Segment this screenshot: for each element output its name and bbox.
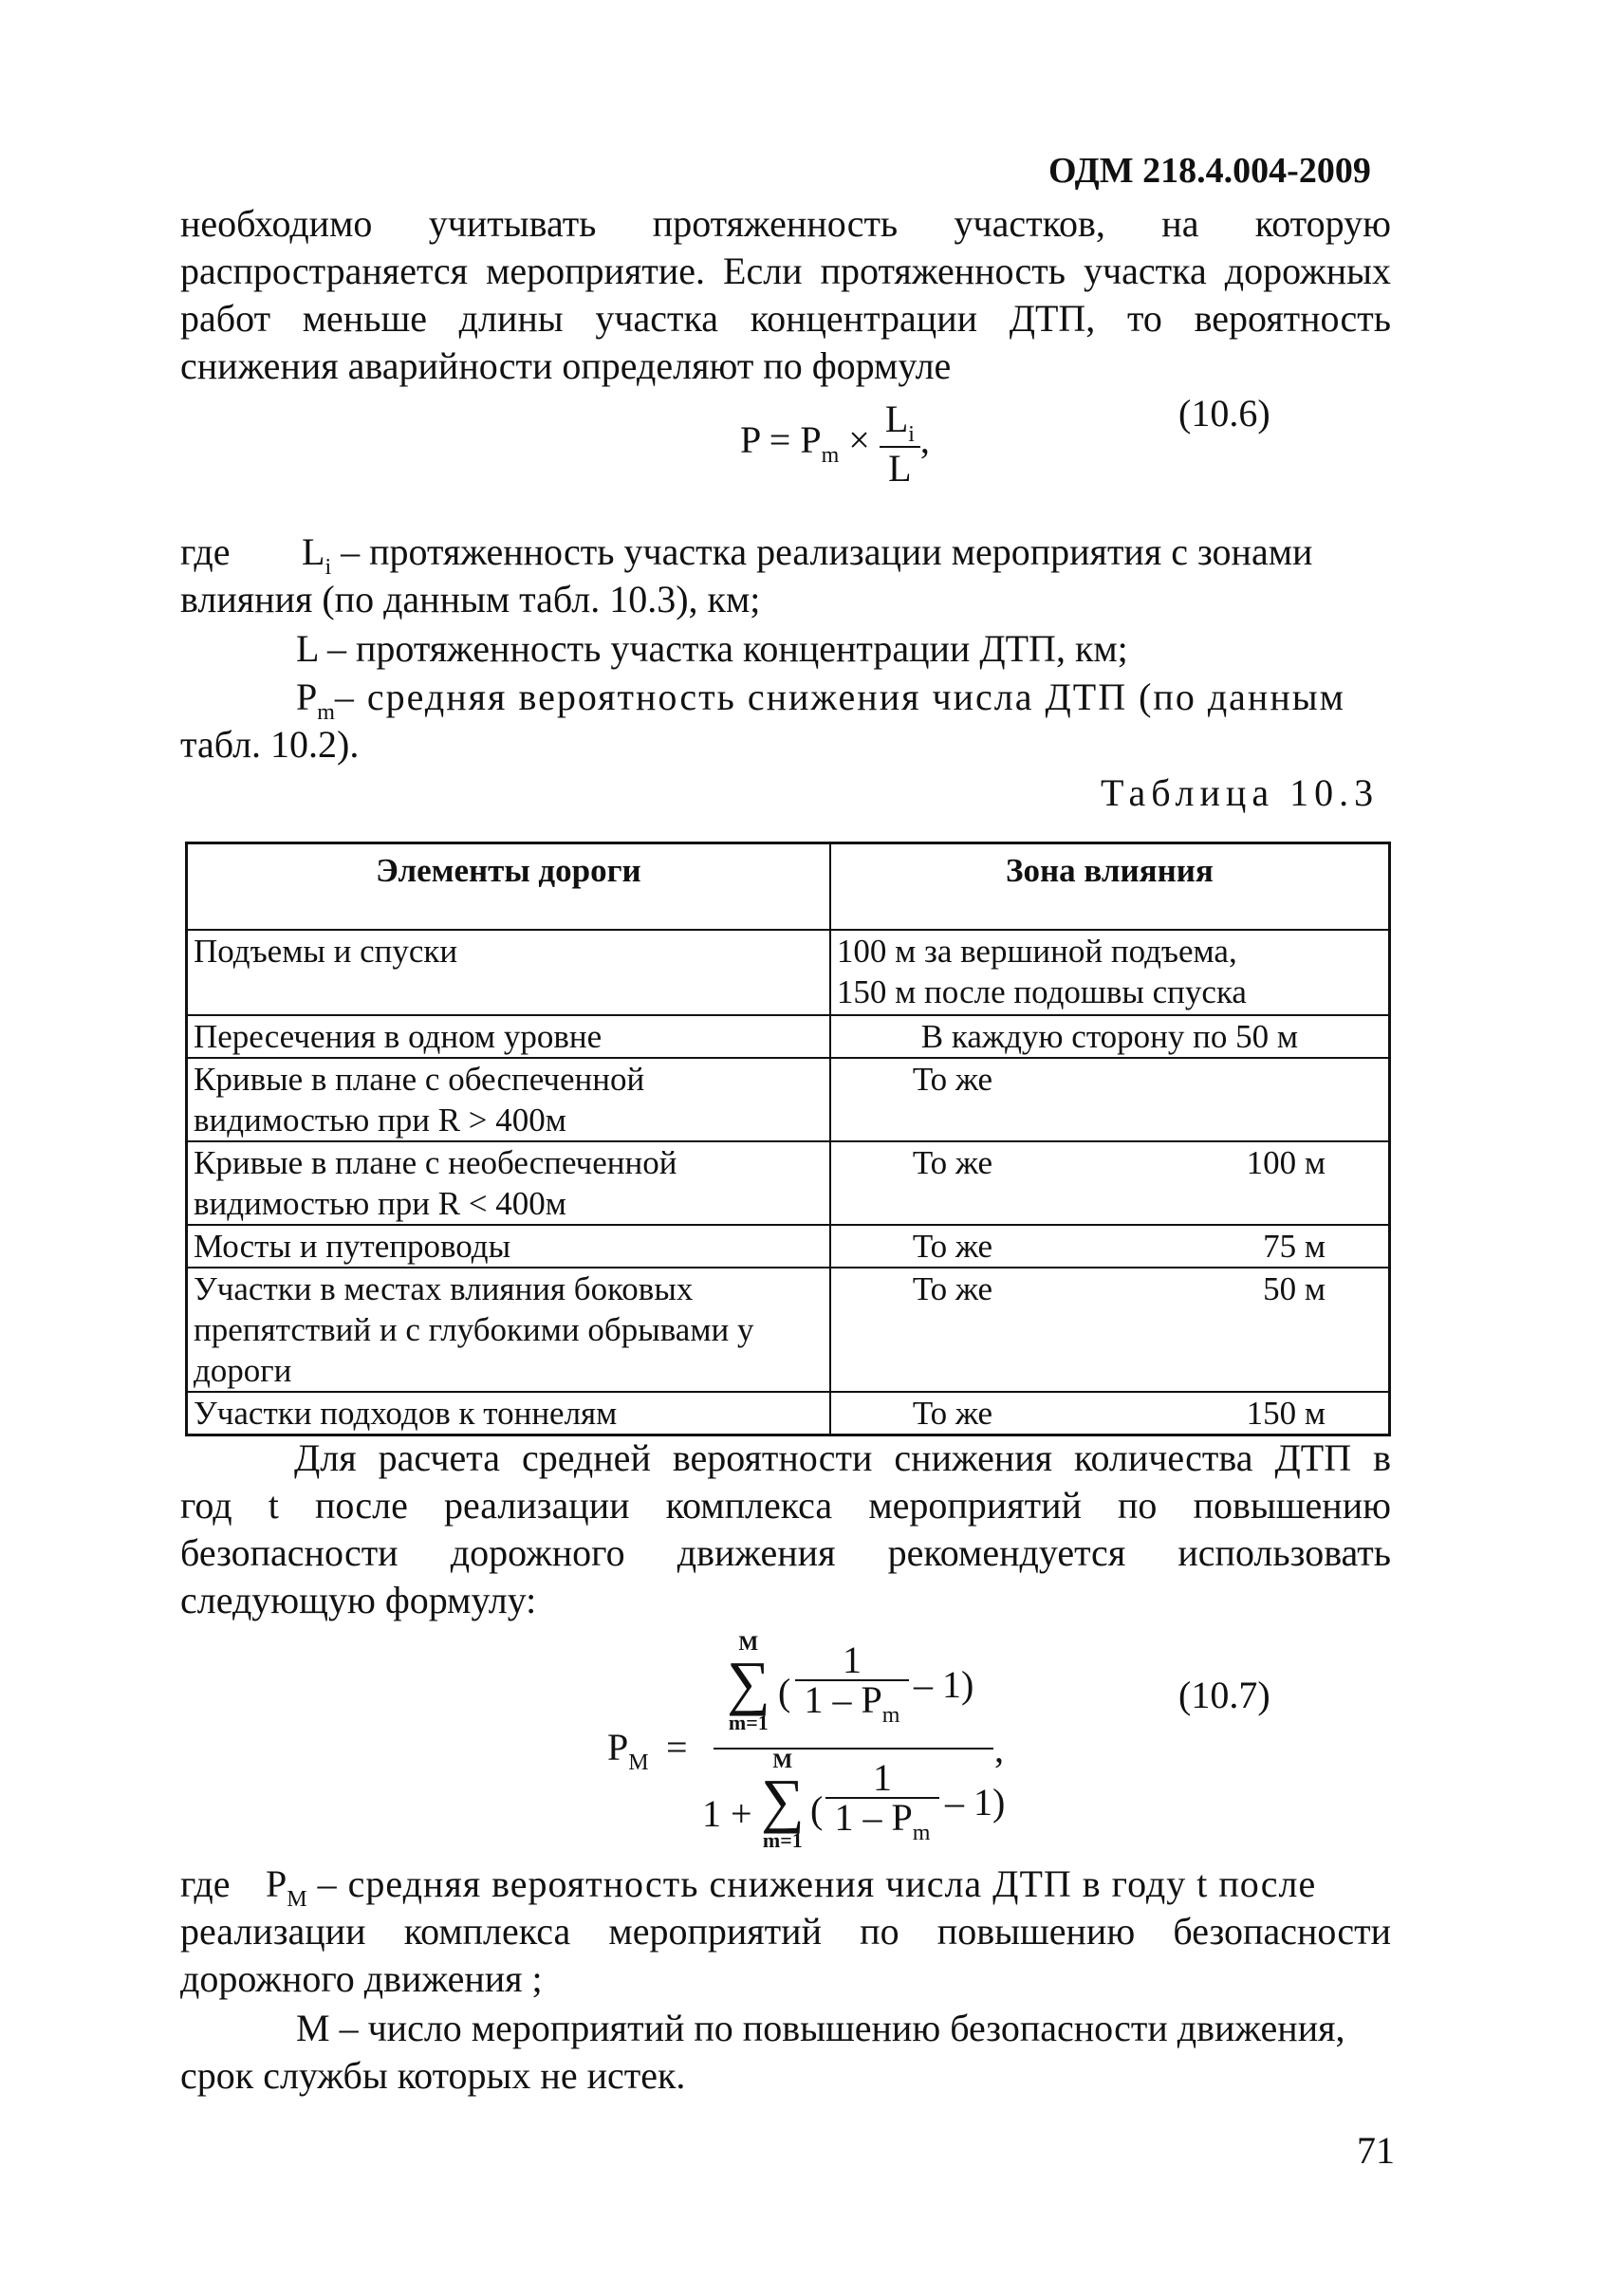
formula-10-6-comma: , <box>919 418 930 462</box>
formula-10-7-lhs-sub: M <box>628 1750 649 1775</box>
def-pm-text: – средняя вероятность снижения числа ДТП (по данным <box>334 676 1345 718</box>
formula-10-7-comma: , <box>994 1728 1004 1770</box>
table-cell-element <box>187 1392 830 1435</box>
sum-symbol: ∑ <box>761 1767 805 1834</box>
para2-line-3: безопасности дорожного движения рекомендуется использовать <box>180 1531 1391 1574</box>
table-cell-element <box>187 1141 830 1225</box>
sum-lower-limit: m=1 <box>728 1711 769 1734</box>
minus-one: – 1) <box>945 1781 1006 1824</box>
inner-denominator-sub: m <box>912 1821 931 1845</box>
table-header-elements: Элементы дороги <box>187 843 830 931</box>
formula-10-6-times: × <box>848 418 870 462</box>
para1-line-3: работ меньше длины участка концентрации ДТП, то вероятность <box>180 297 1391 340</box>
table-cell-zone <box>830 1268 1390 1392</box>
table-cell-zone <box>830 930 1390 1015</box>
table-cell-zone <box>830 1141 1390 1225</box>
sum-upper-limit: M <box>738 1631 759 1655</box>
sum-symbol: ∑ <box>727 1649 770 1716</box>
cell-text: видимостью при R < 400м <box>194 1185 566 1222</box>
inner-denominator: 1 – P <box>834 1796 913 1839</box>
where-label-1: где <box>180 530 231 573</box>
where-label-2: где <box>180 1862 231 1905</box>
def-li <box>302 528 1391 582</box>
formula-10-7-denominator <box>702 1750 1006 1854</box>
table-caption: Таблица 10.3 <box>1101 771 1380 814</box>
formula-10-6 <box>740 398 930 490</box>
cell-text: Мосты и путепроводы <box>194 1228 511 1265</box>
def-l: L – протяженность участка концентрации ДТП, км; <box>296 627 1128 670</box>
cell-distance: 100 м <box>1246 1144 1326 1181</box>
table-cell-zone <box>830 1225 1390 1268</box>
def-pm-total-symbol: P <box>266 1862 287 1905</box>
formula-10-6-denominator: L <box>888 447 912 490</box>
table-row <box>187 1141 1390 1225</box>
para1-line-4: снижения аварийности определяют по формуле <box>180 344 952 387</box>
def-m: М – число мероприятий по повышению безопасности движения, <box>296 2007 1345 2049</box>
cell-text: Кривые в плане с обеспеченной <box>194 1061 645 1098</box>
def-li-symbol: L <box>302 530 325 573</box>
table-cell-element <box>187 1058 830 1141</box>
inner-denominator: 1 – P <box>804 1678 882 1721</box>
formula-10-7 <box>607 1632 1006 1850</box>
table-cell-element <box>187 1225 830 1268</box>
cell-distance: 75 м <box>1263 1228 1326 1265</box>
page-number: 71 <box>1357 2129 1395 2172</box>
cell-text: Участки в местах влияния боковых <box>194 1270 694 1307</box>
sum-lower-limit: m=1 <box>762 1828 803 1852</box>
para2-line-4: следующую формулу: <box>180 1579 537 1621</box>
cell-text: То же <box>912 1228 993 1265</box>
def-pm-sub: m <box>317 700 335 725</box>
open-paren: ( <box>810 1788 824 1831</box>
inner-numerator: 1 <box>825 1759 939 1799</box>
formula-10-6-lhs: P = P <box>740 418 822 462</box>
one-plus: 1 + <box>702 1792 752 1835</box>
table-cell-zone <box>830 1392 1390 1435</box>
cell-text: 150 м после подошвы спуска <box>836 973 1247 1010</box>
formula-10-6-number: (10.6) <box>1178 392 1270 435</box>
table-row <box>187 1015 1390 1058</box>
table-header-row <box>187 843 1390 931</box>
def-li-continued: влияния (по данным табл. 10.3), км; <box>180 578 761 620</box>
formula-10-7-equals: = <box>666 1726 688 1768</box>
cell-text: Пересечения в одном уровне <box>194 1018 603 1055</box>
def-m-continued: срок службы которых не истек. <box>180 2054 686 2097</box>
cell-distance: 150 м <box>1246 1395 1326 1432</box>
formula-10-6-numerator: L <box>884 398 909 440</box>
para1-line-1: необходимо учитывать протяженность участков, на которую <box>180 202 1391 245</box>
cell-text: То же <box>912 1144 993 1181</box>
table-row <box>187 1392 1390 1435</box>
def-pm-total-sub: M <box>287 1887 307 1912</box>
def-pm-total-continued-2: дорожного движения ; <box>180 1957 543 2000</box>
cell-text: 100 м за вершиной подъема, <box>836 933 1237 970</box>
table-row <box>187 930 1390 1015</box>
table-row <box>187 1058 1390 1141</box>
table-row <box>187 1268 1390 1392</box>
inner-numerator: 1 <box>795 1641 909 1681</box>
cell-distance: 50 м <box>1263 1270 1326 1307</box>
table-10-3 <box>185 842 1391 1436</box>
def-pm-continued: табл. 10.2). <box>180 723 360 766</box>
formula-10-6-lhs-sub: m <box>821 443 840 469</box>
cell-text: То же <box>912 1395 993 1432</box>
cell-text: Участки подходов к тоннелям <box>194 1395 618 1432</box>
table-cell-zone <box>830 1015 1390 1058</box>
cell-text: Кривые в плане с необеспеченной <box>194 1144 677 1181</box>
minus-one: – 1) <box>914 1663 974 1706</box>
def-pm-total-continued: реализации комплекса мероприятий по повышению безопасности <box>180 1910 1391 1953</box>
table-header-zone: Зона влияния <box>830 843 1390 931</box>
inner-denominator-sub: m <box>881 1703 900 1728</box>
def-pm <box>296 674 1391 727</box>
cell-text: Подъемы и спуски <box>194 933 458 970</box>
cell-text: дороги <box>194 1352 292 1389</box>
para2-line-2: год t после реализации комплекса мероприятий по повышению <box>180 1484 1391 1527</box>
cell-text: В каждую сторону по 50 м <box>920 1018 1299 1055</box>
def-pm-total-text: – средняя вероятность снижения числа ДТП в году t после <box>306 1862 1317 1905</box>
cell-text: То же <box>912 1061 993 1098</box>
sum-upper-limit: M <box>772 1749 793 1772</box>
para1-line-2: распространяется мероприятие. Если протяженность участка дорожных <box>180 250 1391 292</box>
table-row <box>187 1225 1390 1268</box>
table-cell-element <box>187 930 830 1015</box>
def-pm-total <box>266 1861 1316 1914</box>
table-cell-element <box>187 1015 830 1058</box>
open-paren: ( <box>778 1671 791 1713</box>
formula-10-7-numerator <box>719 1632 994 1736</box>
formula-10-7-lhs: P <box>607 1726 629 1768</box>
table-cell-element <box>187 1268 830 1392</box>
def-li-sub: i <box>324 555 332 580</box>
def-pm-symbol: P <box>296 676 318 718</box>
cell-text: То же <box>912 1270 993 1307</box>
para2-line-1: Для расчета средней вероятности снижения количества ДТП в <box>294 1436 1391 1479</box>
cell-text: препятствий и с глубокими обрывами у <box>194 1311 754 1348</box>
table-cell-zone <box>830 1058 1390 1141</box>
formula-10-7-number: (10.7) <box>1178 1674 1270 1716</box>
formula-10-6-numerator-sub: i <box>908 422 915 447</box>
document-code: ОДМ 218.4.004-2009 <box>1048 151 1371 191</box>
def-li-text: – протяженность участка реализации мероприятия с зонами <box>331 530 1313 573</box>
formula-10-6-fraction <box>880 398 920 490</box>
cell-text: видимостью при R > 400м <box>194 1102 566 1139</box>
